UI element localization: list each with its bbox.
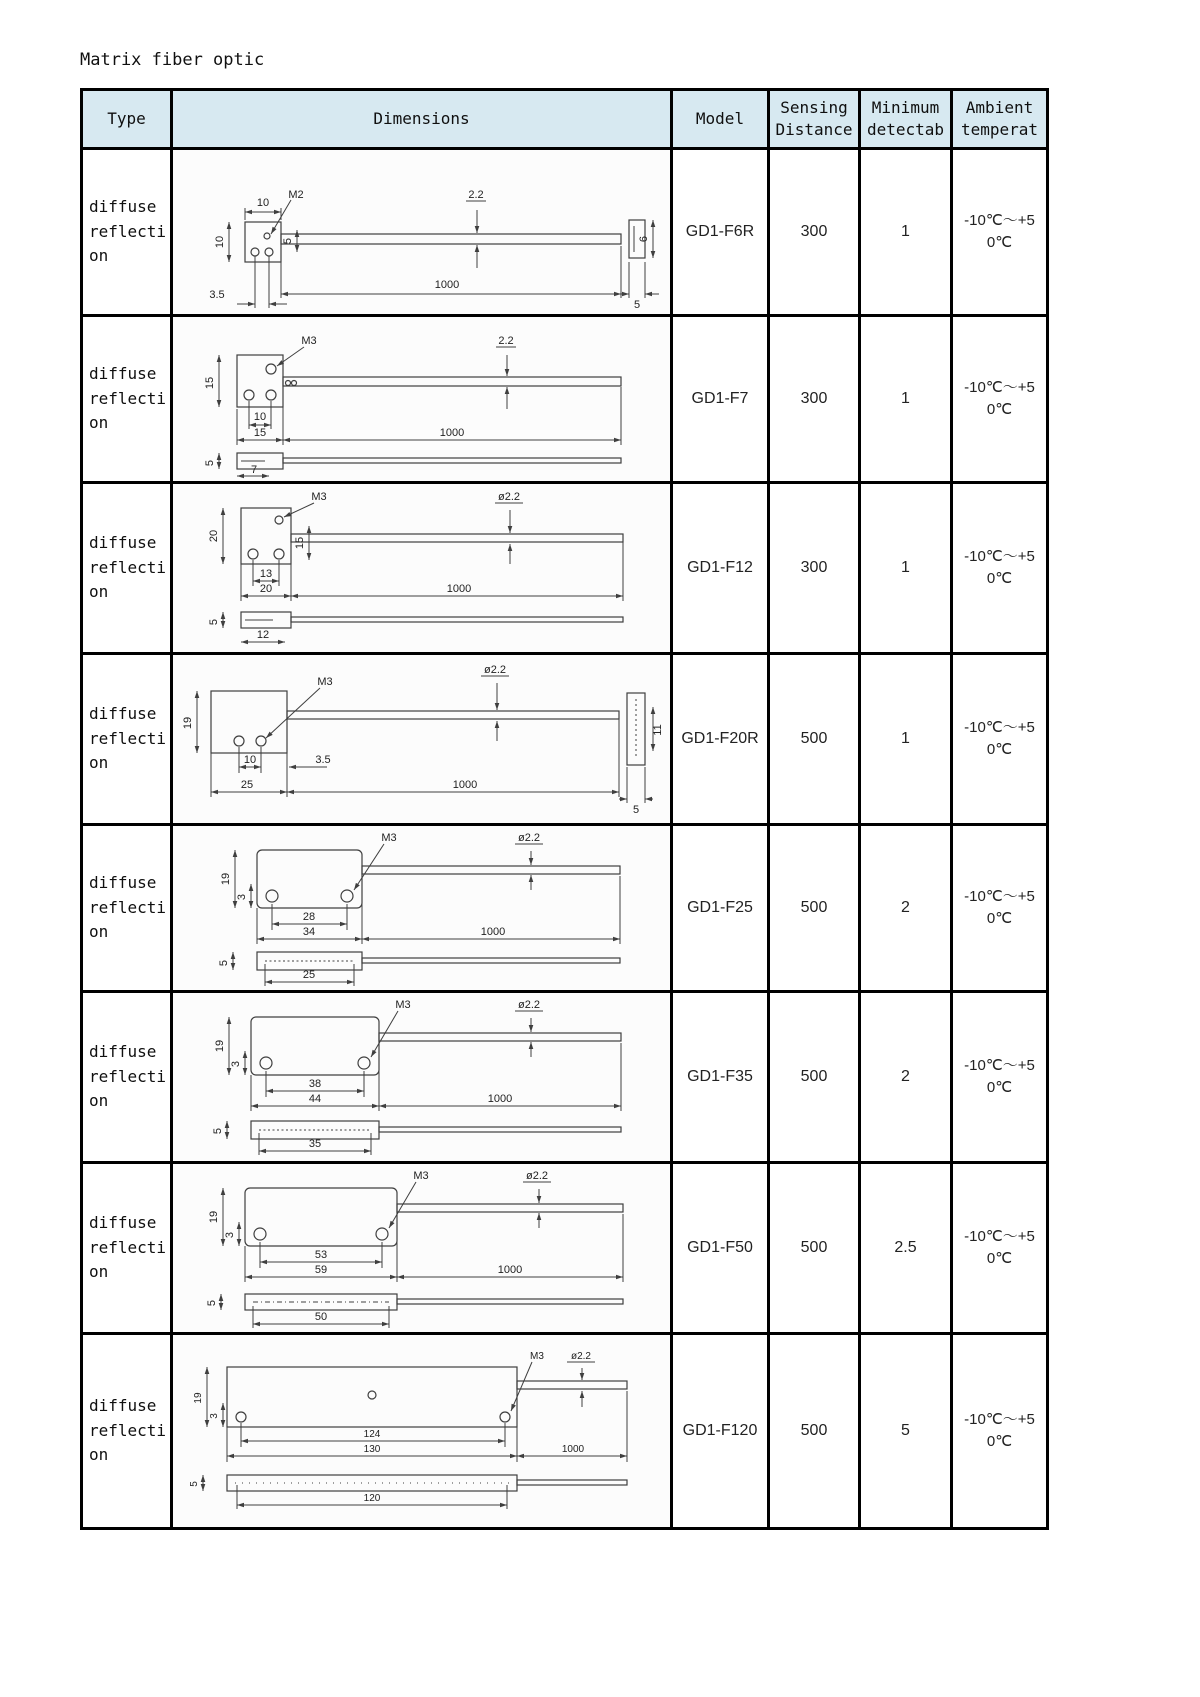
type-cell: diffuse reflection	[82, 1334, 172, 1529]
minimum-detectable-cell: 2.5	[860, 1163, 952, 1334]
col-header-dimensions: Dimensions	[172, 90, 672, 149]
dimensions-cell	[172, 992, 672, 1163]
dimensions-cell	[172, 825, 672, 992]
dim-label: 3	[209, 1413, 220, 1419]
sensing-distance-cell: 300	[769, 483, 860, 654]
dim-label: 34	[302, 926, 316, 938]
table-row	[82, 1334, 1048, 1529]
dim-label: 1000	[487, 1093, 513, 1105]
type-cell: diffuse reflection	[82, 316, 172, 483]
dim-label: 19	[214, 1039, 226, 1053]
dim-label: 20	[259, 583, 273, 595]
table-row	[82, 149, 1048, 316]
dim-label: M3	[413, 1170, 429, 1182]
sensing-distance-cell: 300	[769, 316, 860, 483]
dim-label: 1000	[480, 926, 506, 938]
dim-label: 35	[308, 1138, 322, 1150]
dim-label: 1000	[434, 279, 460, 291]
table-row	[82, 1163, 1048, 1334]
dim-label: 19	[193, 1392, 204, 1404]
sensing-distance-cell: 500	[769, 825, 860, 992]
dim-label: 5	[208, 618, 220, 626]
dim-label: 5	[204, 459, 216, 467]
dim-label: 44	[308, 1093, 322, 1105]
ambient-temperature-cell: -10℃～+50℃	[952, 483, 1048, 654]
dimension-drawing	[175, 486, 668, 650]
dimensions-cell	[172, 483, 672, 654]
dim-label: 19	[182, 716, 194, 730]
dim-label: M3	[381, 832, 397, 844]
dim-label: ø2.2	[517, 999, 541, 1011]
dim-label: 1000	[446, 583, 472, 595]
dim-label: 25	[240, 779, 254, 791]
dimensions-cell	[172, 316, 672, 483]
dim-label: ø2.2	[570, 1351, 592, 1362]
col-header-minimum-detectable: Minimum detectab	[860, 90, 952, 149]
minimum-detectable-cell: 1	[860, 316, 952, 483]
dimensions-cell	[172, 1163, 672, 1334]
type-cell: diffuse reflection	[82, 825, 172, 992]
dim-label: 3	[224, 1231, 236, 1239]
dim-label: 130	[363, 1444, 381, 1455]
dim-label: 11	[652, 724, 664, 736]
model-cell: GD1-F120	[672, 1334, 769, 1529]
dim-label: ø2.2	[525, 1170, 549, 1182]
dim-label: 6	[638, 235, 650, 243]
minimum-detectable-cell: 5	[860, 1334, 952, 1529]
table-row	[82, 992, 1048, 1163]
dim-label: 28	[302, 911, 316, 923]
dimensions-cell	[172, 1334, 672, 1529]
table-row	[82, 825, 1048, 992]
ambient-temperature-cell: -10℃～+50℃	[952, 825, 1048, 992]
model-cell: GD1-F50	[672, 1163, 769, 1334]
type-cell: diffuse reflection	[82, 483, 172, 654]
ambient-temperature-cell: -10℃～+50℃	[952, 1163, 1048, 1334]
col-header-ambient-temperature: Ambient temperat	[952, 90, 1048, 149]
dim-label: 2.2	[498, 335, 514, 347]
dim-label: 5	[189, 1481, 200, 1487]
dim-label: 5	[632, 804, 640, 816]
sensing-distance-cell: 500	[769, 992, 860, 1163]
minimum-detectable-cell: 1	[860, 149, 952, 316]
dim-label: 1000	[439, 427, 465, 439]
type-cell: diffuse reflection	[82, 654, 172, 825]
dim-label: 5	[218, 959, 230, 967]
dim-label: 15	[204, 376, 216, 390]
dim-label: 50	[314, 1311, 328, 1323]
minimum-detectable-cell: 2	[860, 992, 952, 1163]
ambient-temperature-cell: -10℃～+50℃	[952, 1334, 1048, 1529]
dim-label: ø2.2	[517, 832, 541, 844]
sensing-distance-cell: 500	[769, 654, 860, 825]
dimension-drawing	[175, 1166, 668, 1330]
type-cell: diffuse reflection	[82, 1163, 172, 1334]
dim-label: 19	[208, 1210, 220, 1224]
dim-label: 15	[253, 427, 267, 439]
col-header-sensing-distance: Sensing Distance	[769, 90, 860, 149]
sensing-distance-cell: 500	[769, 1163, 860, 1334]
dimensions-cell	[172, 149, 672, 316]
dim-label: M3	[317, 676, 333, 688]
dim-label: M3	[301, 335, 317, 347]
dim-label: 3	[236, 893, 248, 901]
dim-label: 12	[256, 629, 270, 641]
dimension-drawing	[175, 657, 668, 821]
dim-label: 10	[253, 411, 267, 423]
minimum-detectable-cell: 1	[860, 654, 952, 825]
sensing-distance-cell: 500	[769, 1334, 860, 1529]
dim-label: 25	[302, 969, 316, 981]
dim-label: 5	[206, 1299, 218, 1307]
minimum-detectable-cell: 1	[860, 483, 952, 654]
ambient-temperature-cell: -10℃～+50℃	[952, 149, 1048, 316]
dim-label: 120	[363, 1493, 381, 1504]
dim-label: ø2.2	[497, 491, 521, 503]
dimension-drawing	[175, 995, 668, 1159]
dim-label: 20	[208, 529, 220, 543]
model-cell: GD1-F6R	[672, 149, 769, 316]
col-header-model: Model	[672, 90, 769, 149]
dim-label: 3	[230, 1060, 242, 1068]
dimension-drawing	[175, 319, 668, 479]
ambient-temperature-cell: -10℃～+50℃	[952, 992, 1048, 1163]
dim-label: 53	[314, 1249, 328, 1261]
dimension-drawing	[175, 828, 668, 988]
dim-label: 38	[308, 1078, 322, 1090]
type-cell: diffuse reflection	[82, 992, 172, 1163]
table-row	[82, 316, 1048, 483]
dim-label: 1000	[497, 1264, 523, 1276]
table-row	[82, 654, 1048, 825]
dim-label: 59	[314, 1264, 328, 1276]
dim-label: 10	[243, 754, 257, 766]
table-row	[82, 483, 1048, 654]
dim-label: 5	[212, 1127, 224, 1135]
dim-label: 3.5	[209, 289, 225, 301]
dim-label: ø2.2	[483, 664, 507, 676]
ambient-temperature-cell: -10℃～+50℃	[952, 316, 1048, 483]
dim-label: 10	[214, 235, 226, 249]
dimension-drawing	[175, 152, 668, 312]
dimensions-cell	[172, 654, 672, 825]
ambient-temperature-cell: -10℃～+50℃	[952, 654, 1048, 825]
dim-label: M3	[311, 491, 327, 503]
dim-label: 2.2	[468, 189, 484, 201]
col-header-type: Type	[82, 90, 172, 149]
dim-label: 124	[363, 1429, 381, 1440]
dim-label: 13	[259, 568, 273, 580]
model-cell: GD1-F25	[672, 825, 769, 992]
dimension-drawing	[175, 1337, 668, 1525]
dim-label: 1000	[452, 779, 478, 791]
dim-label: 3.5	[315, 754, 331, 766]
dim-label: 1000	[561, 1444, 585, 1455]
page-title: Matrix fiber optic	[80, 50, 265, 70]
dim-label: 19	[220, 872, 232, 886]
model-cell: GD1-F12	[672, 483, 769, 654]
type-cell: diffuse reflection	[82, 149, 172, 316]
dim-label: 15	[294, 536, 306, 550]
spec-table	[80, 88, 1049, 1530]
model-cell: GD1-F20R	[672, 654, 769, 825]
dim-label: 5	[633, 299, 641, 311]
dim-label: M2	[288, 189, 304, 201]
model-cell: GD1-F35	[672, 992, 769, 1163]
dim-label: M3	[530, 1351, 544, 1362]
dim-label: 5	[282, 237, 294, 245]
dim-label: 7	[250, 464, 258, 476]
dim-label: 10	[256, 197, 270, 209]
model-cell: GD1-F7	[672, 316, 769, 483]
header-row	[82, 90, 1048, 149]
minimum-detectable-cell: 2	[860, 825, 952, 992]
sensing-distance-cell: 300	[769, 149, 860, 316]
dim-label: M3	[395, 999, 411, 1011]
